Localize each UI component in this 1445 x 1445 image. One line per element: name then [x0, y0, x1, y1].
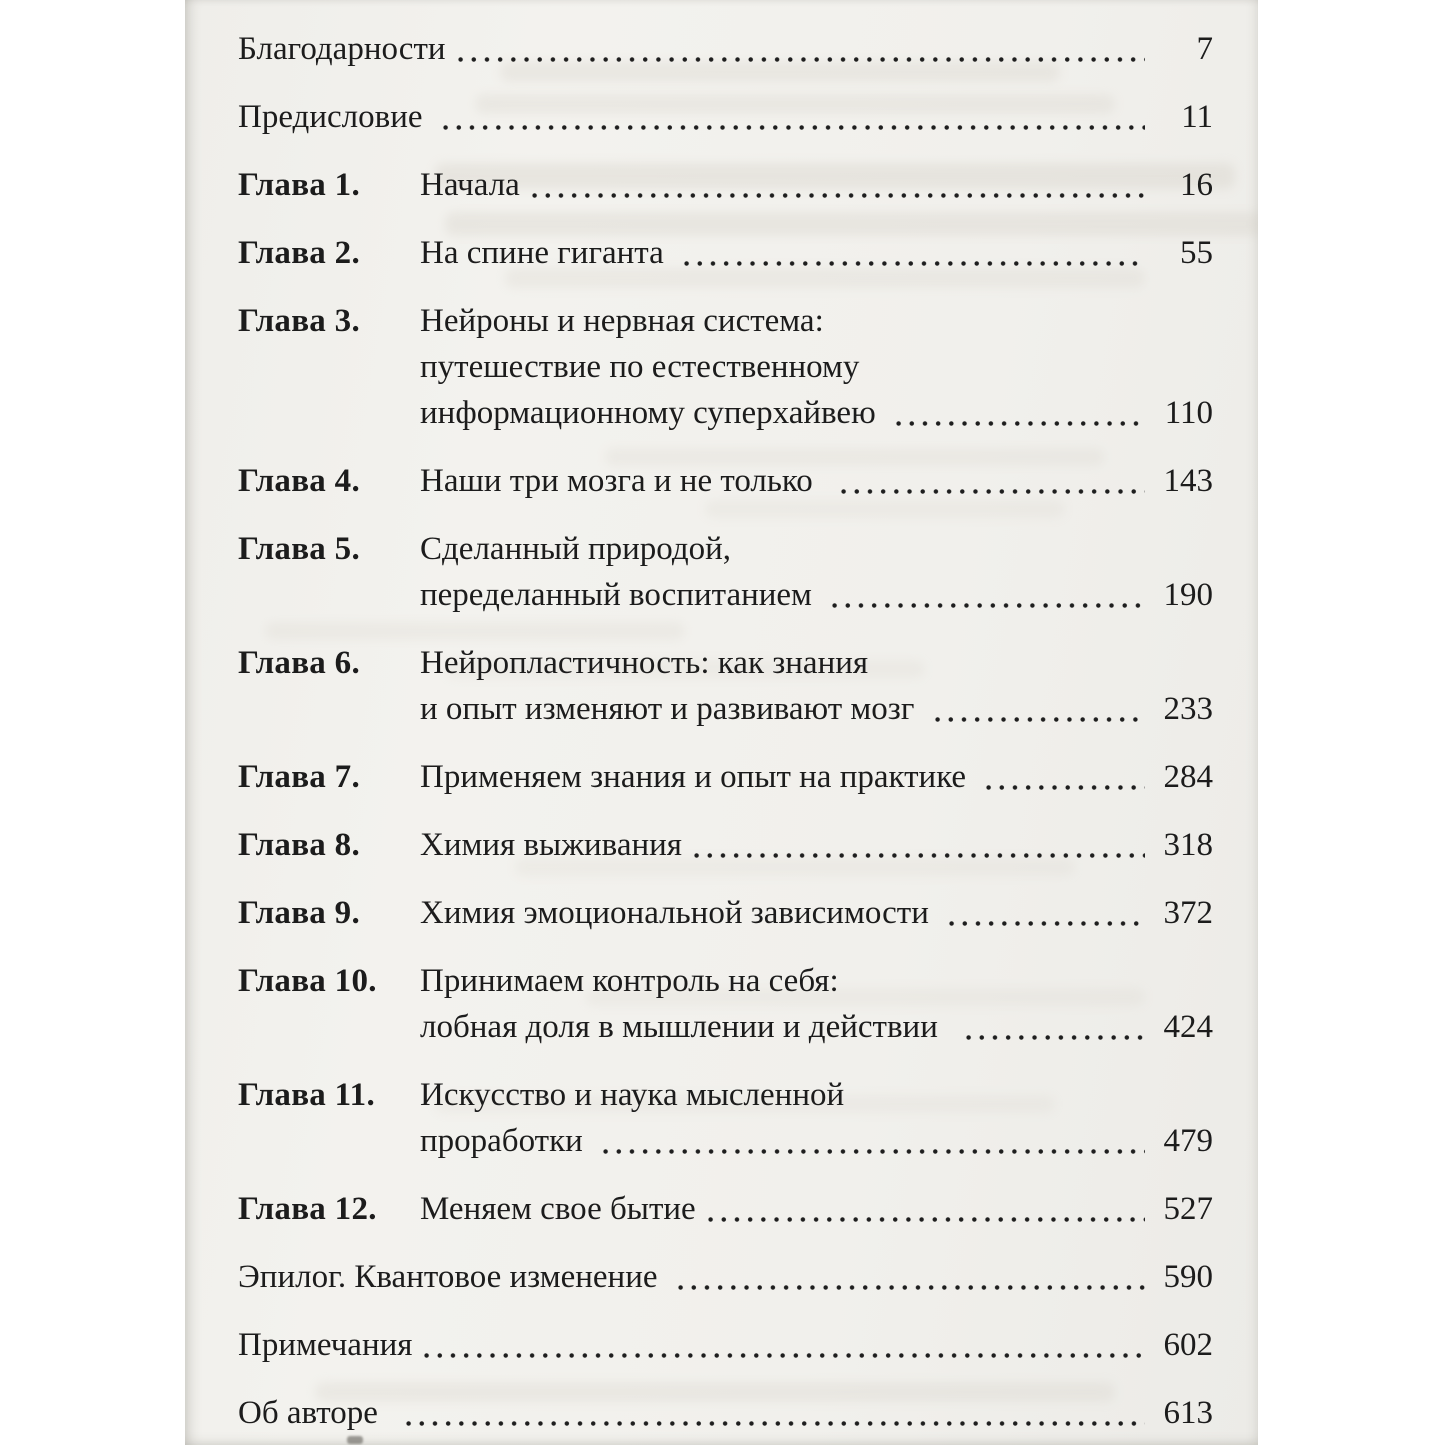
- chapter-label: Глава 4.: [238, 463, 361, 499]
- page-number: 479: [1163, 1123, 1213, 1159]
- toc-line: [420, 890, 1213, 936]
- page-number: 527: [1163, 1191, 1213, 1227]
- chapter-label: Глава 7.: [238, 759, 361, 795]
- toc-line: [420, 1004, 1213, 1050]
- toc-title-text: путешествие по естественному: [420, 349, 860, 385]
- toc-line: [420, 640, 1213, 686]
- toc-line: [420, 1118, 1213, 1164]
- toc-title-text: Сделанный природой,: [420, 531, 732, 567]
- toc-entry: [238, 1072, 1213, 1164]
- toc-entry: [238, 1322, 1213, 1368]
- dot-leader: [674, 1283, 1145, 1292]
- toc-entry: [238, 458, 1213, 504]
- page-number: 143: [1163, 463, 1213, 499]
- toc-line: [238, 94, 1213, 140]
- toc-title-text: Нейропластичность: как знания: [420, 645, 869, 681]
- toc-entry: [238, 94, 1213, 140]
- chapter-label: Глава 6.: [238, 645, 361, 681]
- dot-leader: [402, 1419, 1145, 1428]
- toc-entry: [238, 822, 1213, 868]
- toc-line: [420, 572, 1213, 618]
- toc-line: [238, 1390, 1213, 1436]
- toc-entry: [238, 526, 1213, 618]
- toc-line: [420, 230, 1213, 276]
- toc-entry: [238, 1390, 1213, 1436]
- table-of-contents: [238, 26, 1213, 1445]
- page-number: 16: [1180, 167, 1213, 203]
- toc-entry: [238, 754, 1213, 800]
- chapter-label: Глава 11.: [238, 1077, 375, 1113]
- toc-line: [420, 344, 1213, 390]
- dot-leader: [945, 919, 1145, 928]
- toc-title-text: переделанный воспитанием: [420, 577, 821, 613]
- toc-line: [238, 1254, 1213, 1300]
- toc-title-text: и опыт изменяют и развивают мозг: [420, 691, 923, 727]
- dot-leader: [892, 419, 1145, 428]
- page-number: 318: [1163, 827, 1213, 863]
- toc-line: [420, 162, 1213, 208]
- toc-line: [420, 754, 1213, 800]
- dot-leader: [982, 783, 1145, 792]
- toc-entry: [238, 1254, 1213, 1300]
- toc-title-text: Начала: [420, 167, 520, 203]
- dot-leader: [690, 851, 1145, 860]
- chapter-label: Глава 3.: [238, 303, 361, 339]
- page-number: 602: [1163, 1327, 1213, 1363]
- book-page: [185, 0, 1258, 1445]
- page-number: 190: [1163, 577, 1213, 613]
- toc-title-text: Нейроны и нервная система:: [420, 303, 824, 339]
- toc-title-text: Эпилог. Квантовое изменение: [238, 1259, 666, 1295]
- toc-entry: [238, 26, 1213, 72]
- page-number: 110: [1164, 395, 1213, 431]
- toc-line: [420, 686, 1213, 732]
- toc-line: [420, 958, 1213, 1004]
- toc-title-text: Примечания: [238, 1327, 413, 1363]
- toc-line: [420, 1186, 1213, 1232]
- toc-title-text: Меняем свое бытие: [420, 1191, 696, 1227]
- page-number: 613: [1163, 1395, 1213, 1431]
- toc-entry: [238, 162, 1213, 208]
- dot-leader: [828, 601, 1145, 610]
- dot-leader: [837, 487, 1145, 496]
- toc-entry: [238, 230, 1213, 276]
- dot-leader: [420, 1351, 1145, 1360]
- toc-line: [420, 822, 1213, 868]
- dot-leader: [599, 1147, 1145, 1156]
- chapter-label: Глава 10.: [238, 963, 377, 999]
- page-number: 7: [1196, 31, 1213, 67]
- chapter-label: Глава 9.: [238, 895, 361, 931]
- page-number: 284: [1163, 759, 1213, 795]
- dot-leader: [528, 191, 1145, 200]
- dot-leader: [439, 123, 1145, 132]
- toc-line: [420, 390, 1213, 436]
- toc-title-text: Химия выживания: [420, 827, 682, 863]
- dot-leader: [962, 1033, 1145, 1042]
- dot-leader: [931, 715, 1145, 724]
- toc-entry: [238, 298, 1213, 436]
- page-number: 11: [1181, 99, 1213, 135]
- toc-title-text: Наши три мозга и не только: [420, 463, 830, 499]
- toc-title-text: Принимаем контроль на себя:: [420, 963, 839, 999]
- page-number: 424: [1163, 1009, 1213, 1045]
- chapter-label: Глава 12.: [238, 1191, 377, 1227]
- toc-title-text: Искусство и наука мысленной: [420, 1077, 845, 1113]
- toc-title-text: Предисловие: [238, 99, 431, 135]
- dot-leader: [680, 259, 1145, 268]
- toc-entry: [238, 1186, 1213, 1232]
- chapter-label: Глава 8.: [238, 827, 361, 863]
- toc-line: [420, 298, 1213, 344]
- toc-line: [238, 26, 1213, 72]
- chapter-label: Глава 2.: [238, 235, 361, 271]
- toc-title-text: Об авторе: [238, 1395, 395, 1431]
- toc-entry: [238, 958, 1213, 1050]
- toc-line: [420, 526, 1213, 572]
- toc-title-text: Химия эмоциональной зависимости: [420, 895, 938, 931]
- toc-line: [238, 1322, 1213, 1368]
- toc-title-text: Благодарности: [238, 31, 446, 67]
- toc-entry: [238, 640, 1213, 732]
- toc-title-text: лобная доля в мышлении и действии: [420, 1009, 955, 1045]
- page-number: 233: [1163, 691, 1213, 727]
- dot-leader: [704, 1215, 1145, 1224]
- chapter-label: Глава 1.: [238, 167, 361, 203]
- toc-entry: [238, 890, 1213, 936]
- chapter-label: Глава 5.: [238, 531, 361, 567]
- dot-leader: [454, 55, 1145, 64]
- page-number: 55: [1180, 235, 1213, 271]
- toc-title-text: Применяем знания и опыт на практике: [420, 759, 975, 795]
- toc-title-text: информационному суперхайвею: [420, 395, 884, 431]
- toc-title-text: На спине гиганта: [420, 235, 673, 271]
- toc-title-text: проработки: [420, 1123, 592, 1159]
- toc-line: [420, 1072, 1213, 1118]
- page-number: 590: [1163, 1259, 1213, 1295]
- page-number: 372: [1163, 895, 1213, 931]
- toc-line: [420, 458, 1213, 504]
